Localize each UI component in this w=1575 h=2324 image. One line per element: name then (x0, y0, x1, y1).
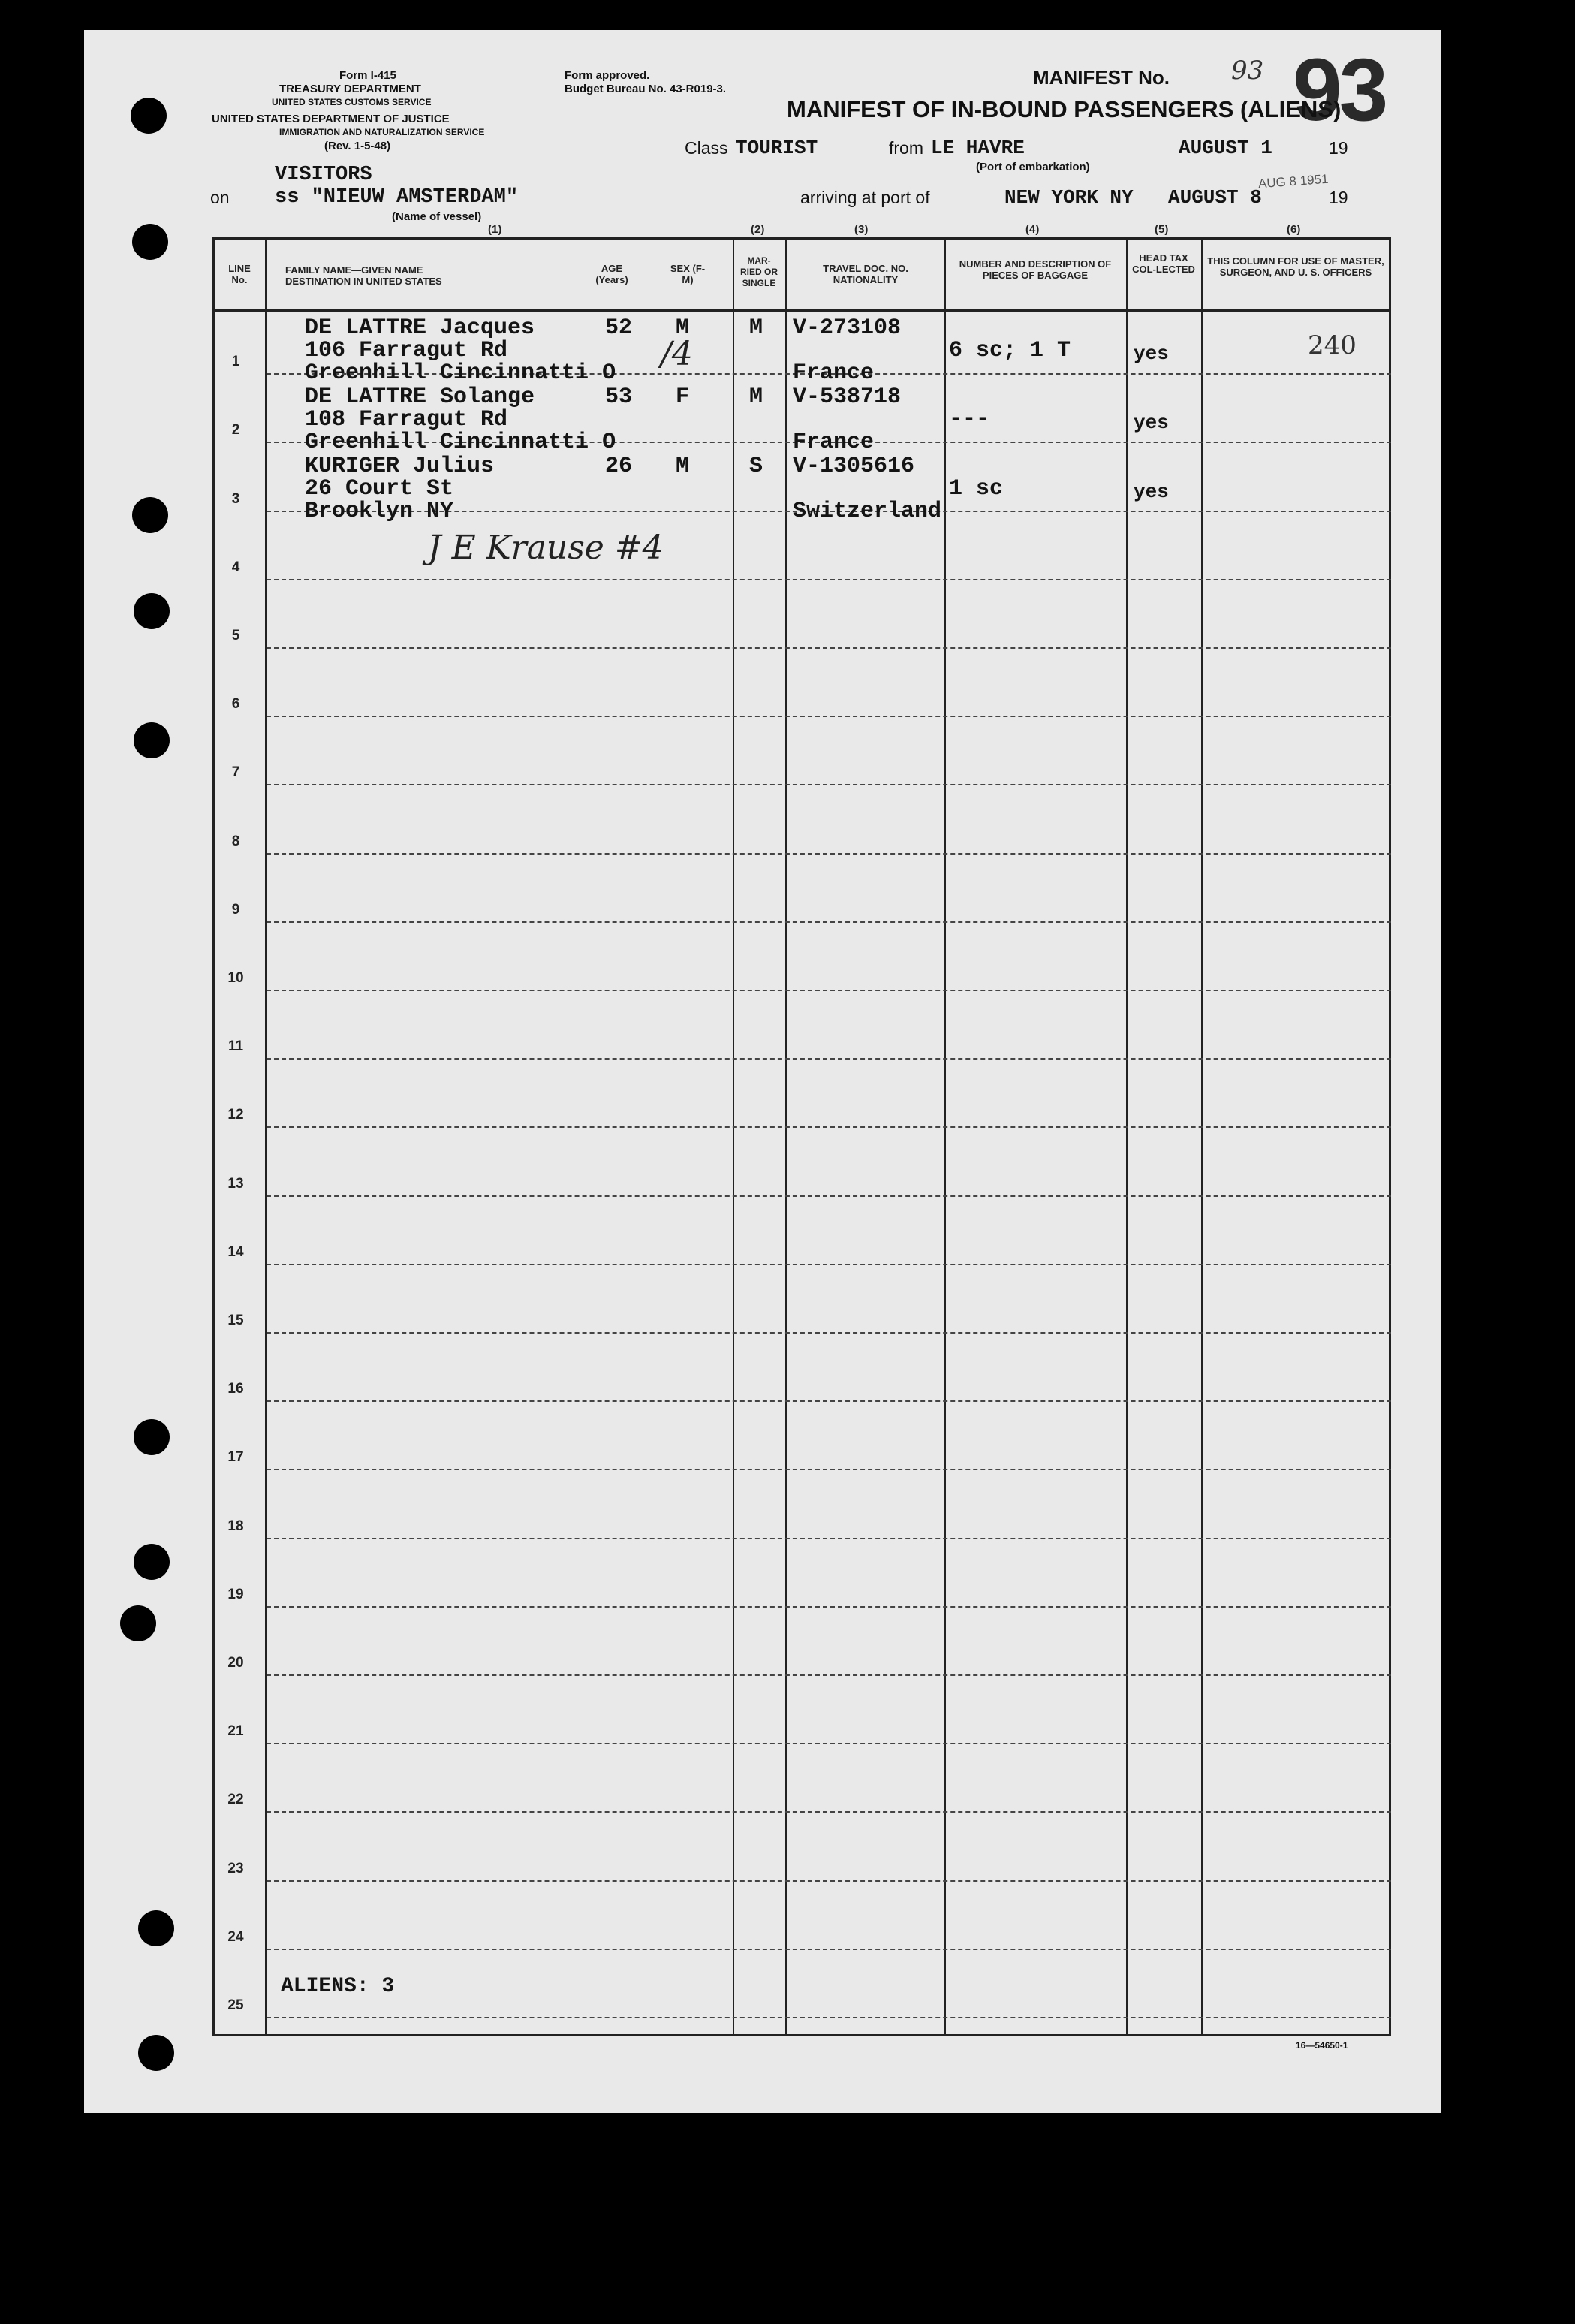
row-rule (267, 853, 1391, 855)
footer-code: 16—54650-1 (1296, 2040, 1348, 2051)
column-divider (265, 237, 267, 2036)
passenger-age: 26 (605, 454, 633, 479)
passenger-marital-status: M (749, 315, 763, 341)
row-rule (267, 1811, 1391, 1813)
header-baggage: NUMBER AND DESCRIPTION OF PIECES OF BAGGAGE (959, 258, 1112, 281)
header-age: AGE (Years) (595, 263, 628, 285)
column-divider (733, 237, 734, 2036)
header-name: FAMILY NAME—GIVEN NAME DESTINATION IN UNITED STATES (285, 264, 442, 287)
revision-label: (Rev. 1-5-48) (324, 140, 391, 152)
header-travel-doc: TRAVEL DOC. NO. NATIONALITY (823, 263, 908, 285)
line-number: 15 (227, 1313, 244, 1328)
line-number: 20 (227, 1655, 244, 1671)
vessel-note: (Name of vessel) (392, 210, 482, 223)
row-rule (267, 1743, 1391, 1744)
line-number: 18 (227, 1518, 244, 1534)
embarkation-date: AUGUST 1 (1179, 137, 1272, 159)
officer-note: 240 (1308, 330, 1357, 360)
aliens-total: ALIENS: 3 (281, 1975, 395, 1998)
line-number: 22 (227, 1792, 244, 1808)
row-rule (267, 1332, 1391, 1334)
arrival-date: AUGUST 8 (1168, 186, 1262, 209)
header-line-no: LINE No. (228, 263, 251, 285)
row-rule (267, 921, 1391, 923)
passenger-head-tax: yes (1134, 481, 1169, 503)
line-number: 3 (231, 490, 240, 507)
passenger-name: DE LATTRE Solange (305, 384, 535, 410)
row-rule (267, 579, 1391, 580)
passenger-travel-doc: V-273108 (793, 315, 902, 341)
class-value: TOURIST (736, 137, 818, 159)
line-number: 6 (231, 696, 240, 713)
arrival-year-label: 19 (1329, 188, 1348, 207)
line-number: 25 (227, 1997, 244, 2013)
passenger-age: 53 (605, 384, 633, 410)
column-number: (5) (1155, 223, 1169, 236)
line-number: 13 (227, 1175, 244, 1192)
row-rule (267, 1264, 1391, 1265)
customs-label: UNITED STATES CUSTOMS SERVICE (272, 97, 432, 107)
header-sex: SEX (F-M) (670, 263, 706, 285)
manifest-number-label: MANIFEST No. (1033, 66, 1170, 89)
line-number: 4 (231, 559, 240, 575)
passenger-address-city: Greenhill Cincinnatti O (305, 360, 616, 386)
row-rule (267, 1469, 1391, 1470)
embarkation-year-label: 19 (1329, 138, 1348, 158)
ins-label: IMMIGRATION AND NATURALIZATION SERVICE (279, 127, 485, 137)
passenger-baggage: --- (949, 407, 990, 433)
budget-bureau: Budget Bureau No. 43-R019-3. (565, 83, 727, 95)
row-rule (267, 1949, 1391, 1950)
passenger-address-street: 108 Farragut Rd (305, 407, 508, 433)
passenger-name: KURIGER Julius (305, 454, 495, 479)
line-number: 7 (231, 764, 240, 781)
from-label: from (889, 138, 923, 158)
passenger-address-city: Brooklyn NY (305, 499, 454, 524)
passenger-age: 52 (605, 315, 633, 341)
treasury-label: TREASURY DEPARTMENT (279, 83, 421, 95)
column-divider (785, 237, 787, 2036)
row-rule (267, 2017, 1391, 2018)
line-number: 2 (231, 422, 240, 439)
binder-hole (120, 1605, 156, 1641)
passenger-sex: M (676, 315, 690, 341)
line-number: 12 (227, 1107, 244, 1123)
row-rule (267, 716, 1391, 717)
binder-hole (134, 1419, 170, 1455)
officer-signature: J E Krause #4 (428, 529, 664, 567)
passenger-nationality: France (793, 360, 875, 386)
passenger-address-street: 106 Farragut Rd (305, 338, 508, 363)
binder-hole (134, 722, 170, 758)
passenger-head-tax: yes (1134, 411, 1169, 434)
line-number: 23 (227, 1860, 244, 1876)
row-rule (267, 1400, 1391, 1402)
line-number: 10 (227, 970, 244, 986)
passenger-baggage: 1 sc (949, 476, 1004, 502)
column-divider (1201, 237, 1203, 2036)
class-label: Class (685, 138, 728, 158)
passenger-nationality: Switzerland (793, 499, 942, 524)
line-number: 24 (227, 1928, 244, 1945)
row-rule (267, 1674, 1391, 1676)
row-rule (267, 784, 1391, 785)
column-number: (2) (751, 223, 765, 236)
group-mark: /4 (661, 335, 693, 373)
passenger-baggage: 6 sc; 1 T (949, 338, 1071, 363)
form-number: Form I-415 (339, 69, 396, 82)
column-number: (1) (488, 223, 502, 236)
column-number: (4) (1025, 223, 1040, 236)
binder-hole (131, 98, 167, 134)
vessel-name: ss "NIEUW AMSTERDAM" (275, 186, 519, 209)
manifest-number-stamp: 93 (1293, 41, 1386, 140)
header-officers-column: THIS COLUMN FOR USE OF MASTER, SURGEON, AND U. S. OFFICERS (1207, 255, 1384, 278)
passenger-address-city: Greenhill Cincinnatti O (305, 430, 616, 455)
embarkation-note: (Port of embarkation) (976, 161, 1090, 173)
line-number: 21 (227, 1723, 244, 1740)
manifest-number-handwritten: 93 (1231, 56, 1264, 86)
manifest-title: MANIFEST OF IN-BOUND PASSENGERS (ALIENS) (787, 96, 1342, 122)
passenger-address-street: 26 Court St (305, 476, 454, 502)
line-number: 17 (227, 1449, 244, 1466)
header-marital: MAR-RIED OR SINGLE (739, 255, 778, 288)
line-number: 19 (227, 1586, 244, 1602)
row-rule (267, 1538, 1391, 1539)
row-rule (267, 1126, 1391, 1128)
line-number: 14 (227, 1243, 244, 1260)
column-divider (1126, 237, 1128, 2036)
passenger-name: DE LATTRE Jacques (305, 315, 535, 341)
column-number: (3) (854, 223, 869, 236)
line-number: 5 (231, 628, 240, 644)
passenger-sex: M (676, 454, 690, 479)
binder-hole (132, 224, 168, 260)
passenger-travel-doc: V-1305616 (793, 454, 915, 479)
on-label: on (210, 188, 230, 207)
row-rule (267, 1880, 1391, 1882)
line-number: 16 (227, 1381, 244, 1397)
passenger-head-tax: yes (1134, 342, 1169, 365)
passenger-travel-doc: V-538718 (793, 384, 902, 410)
column-number: (6) (1287, 223, 1301, 236)
binder-hole (132, 497, 168, 533)
binder-hole (134, 593, 170, 629)
justice-label: UNITED STATES DEPARTMENT OF JUSTICE (212, 113, 450, 125)
arrival-port: NEW YORK NY (1004, 186, 1134, 209)
binder-hole (138, 2035, 174, 2071)
line-number: 8 (231, 833, 240, 849)
header-head-tax: HEAD TAX COL-LECTED (1132, 252, 1195, 275)
binder-hole (134, 1544, 170, 1580)
line-number: 1 (231, 354, 240, 370)
passenger-nationality: France (793, 430, 875, 455)
passenger-marital-status: M (749, 384, 763, 410)
embarkation-port: LE HAVRE (931, 137, 1025, 159)
form-approved: Form approved. (565, 69, 650, 82)
visitors-label: VISITORS (275, 164, 372, 186)
arriving-label: arriving at port of (800, 188, 930, 207)
row-rule (267, 1606, 1391, 1608)
row-rule (267, 647, 1391, 649)
row-rule (267, 990, 1391, 991)
passenger-sex: F (676, 384, 690, 410)
arrival-date-stamp: AUG 8 1951 (1257, 171, 1330, 191)
row-rule (267, 1195, 1391, 1197)
line-number: 9 (231, 901, 240, 918)
column-divider (944, 237, 946, 2036)
binder-hole (138, 1910, 174, 1946)
row-rule (267, 1058, 1391, 1060)
passenger-marital-status: S (749, 454, 763, 479)
line-number: 11 (227, 1038, 244, 1055)
header-bottom-rule (212, 309, 1391, 312)
